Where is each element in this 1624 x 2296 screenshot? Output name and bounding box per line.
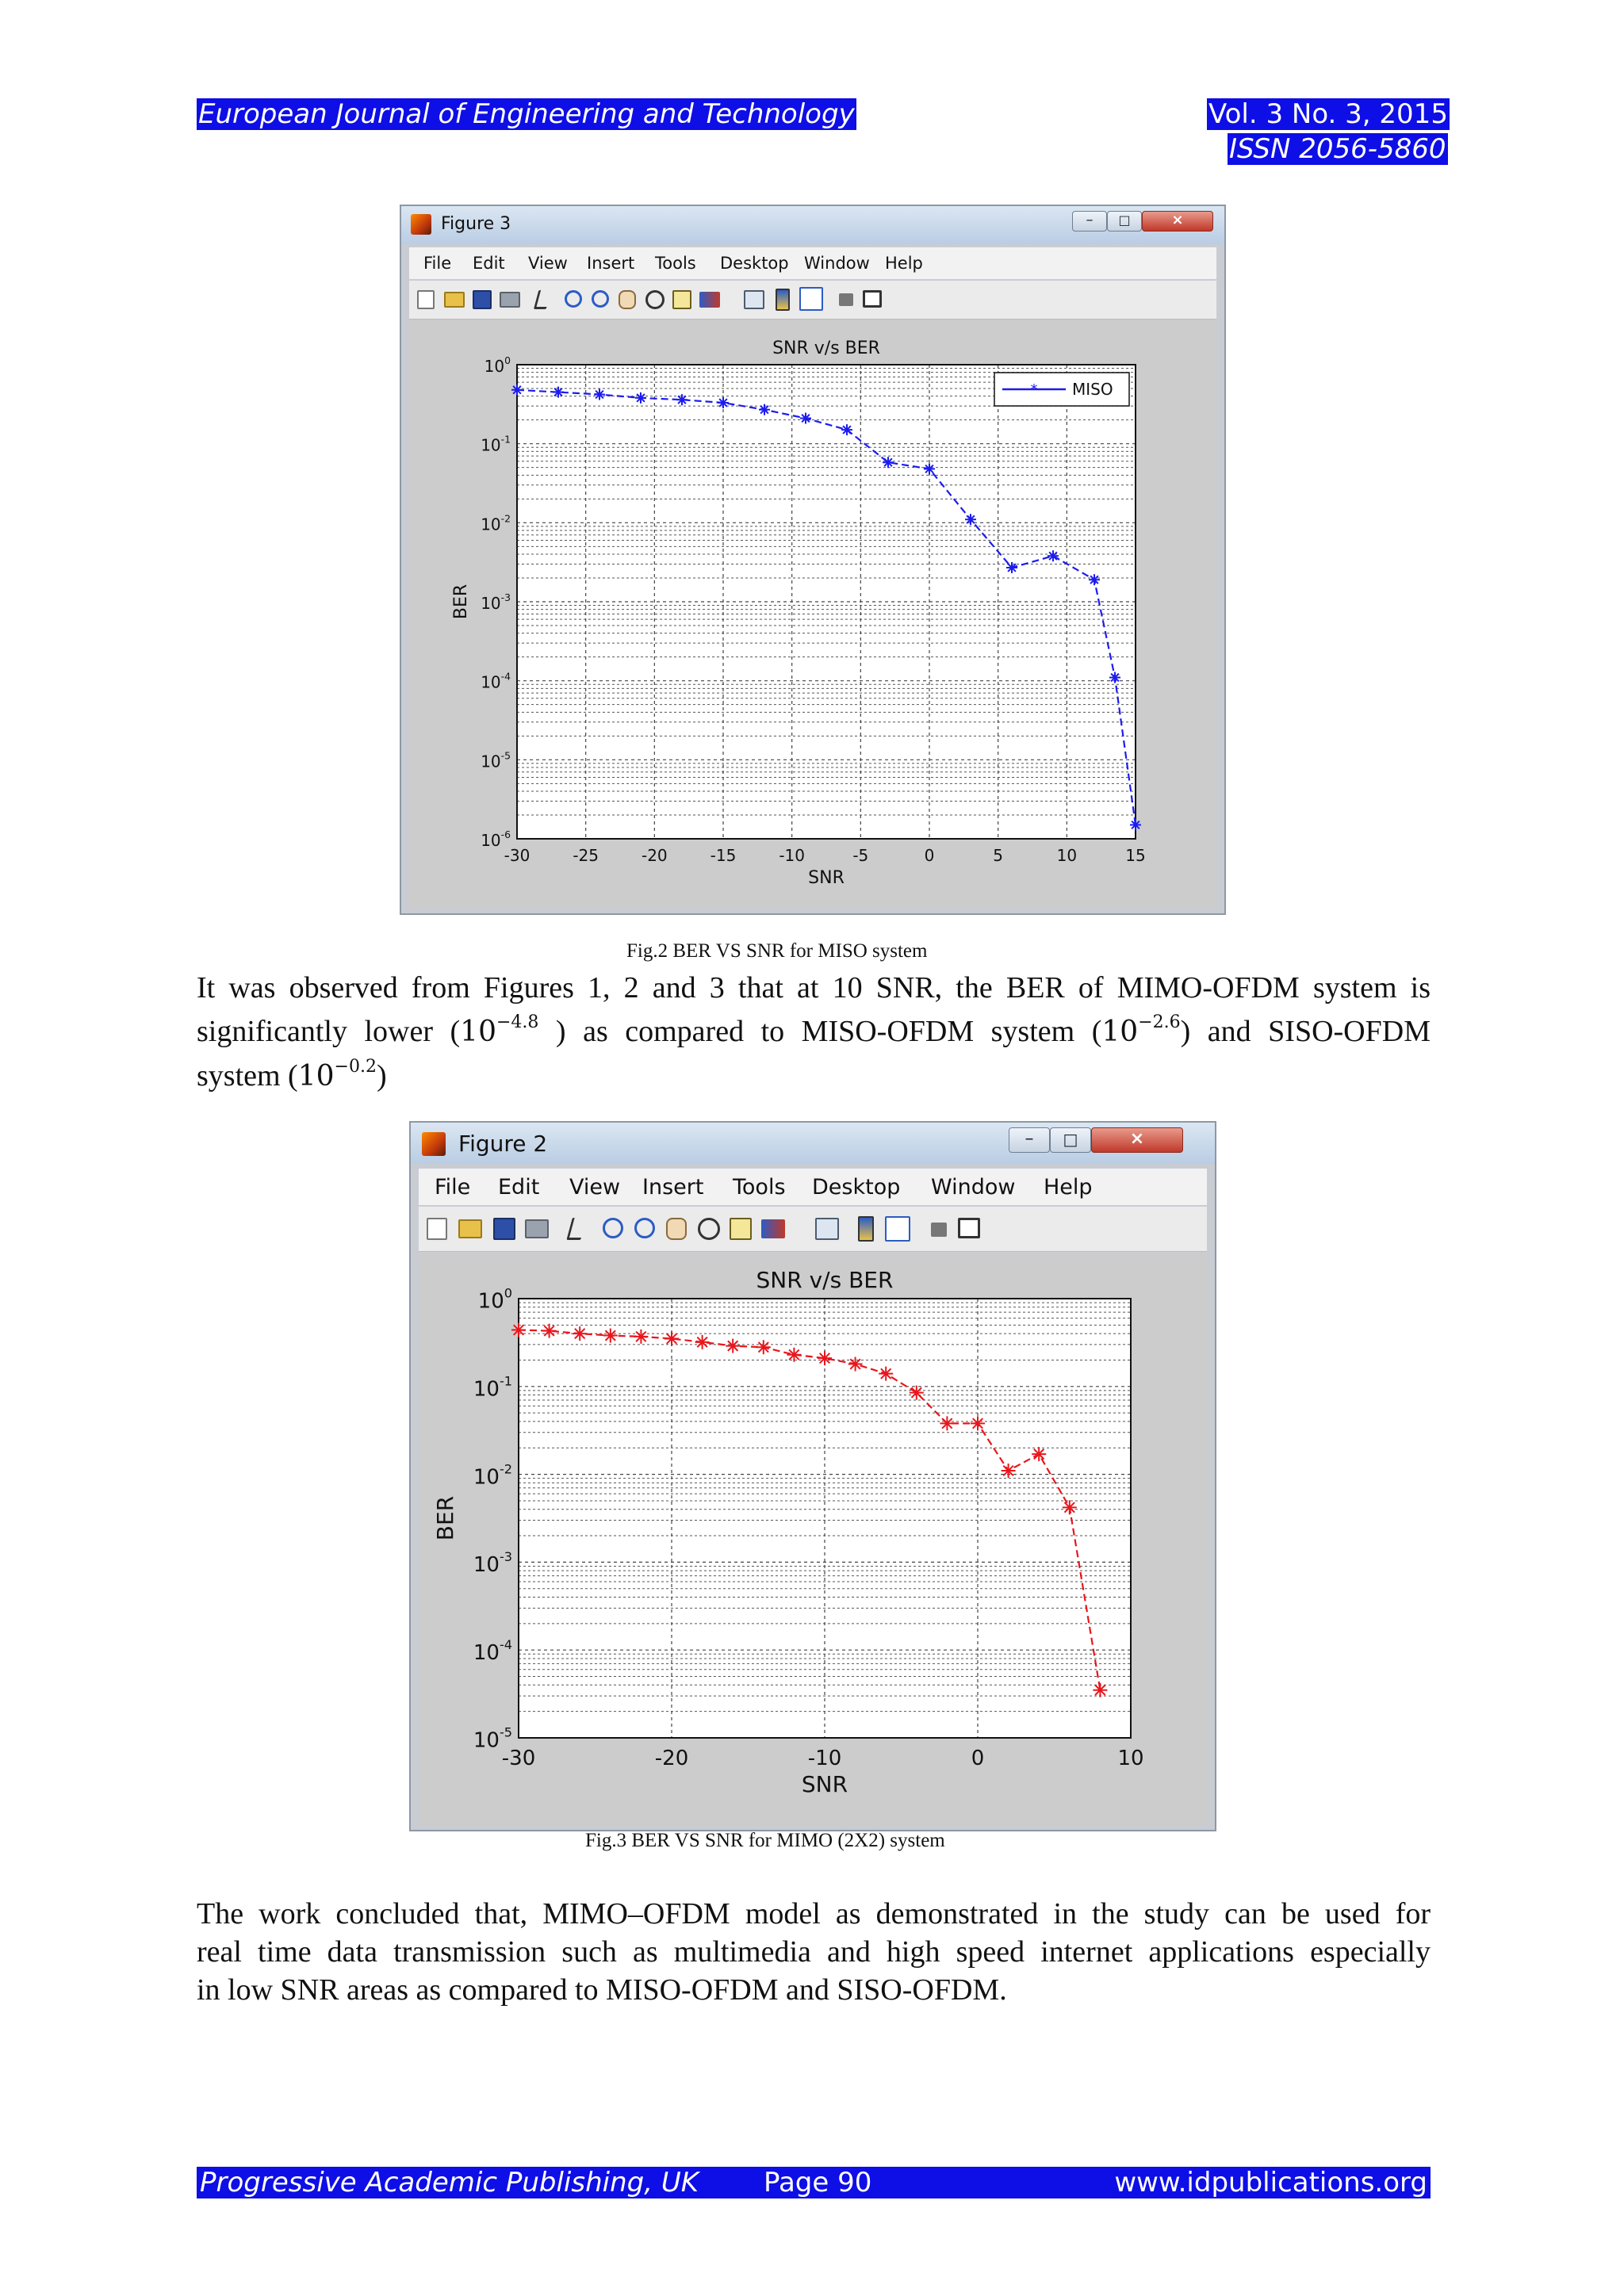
y-tick-label: $10^{-6}$ <box>481 828 511 850</box>
y-tick-label: $10^{-3}$ <box>481 591 511 613</box>
maximize-button[interactable]: □ <box>1107 211 1142 232</box>
new-figure-icon[interactable] <box>427 1218 447 1240</box>
x-tick-label: 5 <box>993 846 1004 865</box>
y-tick-label: $10^0$ <box>484 354 511 376</box>
paragraph-conclusion <box>197 1895 1431 2009</box>
y-tick-label: $10^{-1}$ <box>481 433 511 455</box>
data-cursor-icon[interactable] <box>730 1218 752 1240</box>
x-axis-label: SNR <box>808 868 845 888</box>
footer-website[interactable]: www.idpublications.org <box>1114 2167 1427 2198</box>
save-icon[interactable] <box>473 290 492 309</box>
menu-help[interactable]: Help <box>1044 1175 1093 1200</box>
y-tick-label: $10^{-4}$ <box>473 1636 512 1665</box>
figure-toolbar <box>419 1207 1207 1252</box>
new-figure-icon[interactable] <box>417 290 435 309</box>
maximize-button[interactable]: □ <box>1050 1127 1091 1153</box>
zoom-out-icon[interactable] <box>634 1218 655 1238</box>
legend-icon[interactable] <box>885 1216 910 1242</box>
menu-window[interactable]: Window <box>804 254 870 273</box>
brush-icon[interactable] <box>761 1219 785 1238</box>
open-file-icon[interactable] <box>444 292 465 308</box>
y-tick-label: $10^{-2}$ <box>473 1461 512 1490</box>
colorbar-icon[interactable] <box>858 1216 874 1242</box>
print-icon[interactable] <box>525 1219 549 1238</box>
para1-line1: It was observed from Figures 1, 2 and 3 that at 10 SNR, the BER of MIMO-OFDM system is <box>197 971 1431 1004</box>
close-button[interactable]: × <box>1142 211 1213 232</box>
legend-label: MISO <box>1072 380 1113 399</box>
menu-bar <box>409 247 1216 280</box>
pan-icon[interactable] <box>619 290 636 309</box>
minimize-button[interactable]: – <box>1072 211 1107 232</box>
plot-area <box>409 320 1216 909</box>
para1-line3: system $(10^{-0.2})$ <box>197 1057 387 1093</box>
para2-line2: real time data transmission such as multimedia and high speed internet applications especially <box>197 1935 1431 1969</box>
x-tick-label: -15 <box>710 846 737 865</box>
menu-window[interactable]: Window <box>931 1175 1016 1200</box>
link-plot-icon[interactable] <box>744 290 764 309</box>
data-cursor-icon[interactable] <box>672 290 691 309</box>
window-title: Figure 2 <box>458 1131 548 1157</box>
para2-line3: in low SNR areas as compared to MISO-OFDM and SISO-OFDM. <box>197 1973 1007 2007</box>
menu-desktop[interactable]: Desktop <box>720 254 789 273</box>
x-tick-label: -20 <box>654 1747 689 1770</box>
figure-caption-miso: Fig.2 BER VS SNR for MISO system <box>626 940 928 962</box>
y-axis-label: BER <box>451 584 471 620</box>
y-tick-label: $10^{-4}$ <box>481 670 511 692</box>
journal-name: European Journal of Engineering and Technology <box>198 98 855 130</box>
rotate-icon[interactable] <box>645 290 665 309</box>
open-file-icon[interactable] <box>458 1219 482 1238</box>
menu-insert[interactable]: Insert <box>642 1175 704 1200</box>
para2-line1: The work concluded that, MIMO–OFDM model as demonstrated in the study can be used for <box>197 1897 1431 1931</box>
plot-area <box>419 1253 1207 1825</box>
x-tick-label: 10 <box>1056 846 1078 865</box>
window-titlebar <box>401 206 1224 244</box>
figure-window-miso <box>400 205 1226 915</box>
y-axis-label: BER <box>431 1495 458 1541</box>
y-tick-label: $10^{-5}$ <box>481 749 511 771</box>
x-tick-label: -30 <box>501 1747 536 1770</box>
hide-plot-tools-icon[interactable] <box>931 1223 947 1237</box>
menu-edit[interactable]: Edit <box>498 1175 540 1200</box>
paragraph-observation <box>197 969 1431 1096</box>
menu-edit[interactable]: Edit <box>473 254 505 273</box>
chart-title: SNR v/s BER <box>756 1267 894 1293</box>
footer-page-number: Page 90 <box>764 2167 872 2198</box>
x-tick-label: 10 <box>1117 1747 1144 1770</box>
pointer-icon[interactable] <box>534 290 551 309</box>
legend-icon[interactable] <box>799 287 823 311</box>
brush-icon[interactable] <box>699 292 720 308</box>
menu-desktop[interactable]: Desktop <box>812 1175 901 1200</box>
legend-marker: * <box>1030 381 1038 398</box>
x-tick-label: 0 <box>971 1747 985 1770</box>
x-tick-label: -5 <box>852 846 869 865</box>
figure-toolbar <box>409 281 1216 320</box>
menu-tools[interactable]: Tools <box>655 254 696 273</box>
chart-title: SNR v/s BER <box>772 339 880 358</box>
y-tick-label: $10^0$ <box>477 1285 512 1314</box>
show-plot-tools-icon[interactable] <box>863 290 882 308</box>
para1-line2: significantly lower ($10^{-4.8}$ ) as compared to MISO-OFDM system $(10^{-2.6})$ and SISO-OFDM <box>197 1012 1431 1048</box>
window-titlebar <box>411 1123 1215 1164</box>
pan-icon[interactable] <box>666 1218 687 1240</box>
menu-view[interactable]: View <box>528 254 568 273</box>
volume-info: Vol. 3 No. 3, 2015 <box>1208 98 1448 130</box>
hide-plot-tools-icon[interactable] <box>839 293 853 306</box>
show-plot-tools-icon[interactable] <box>958 1218 980 1238</box>
minimize-button[interactable]: – <box>1009 1127 1050 1153</box>
x-tick-label: -20 <box>641 846 668 865</box>
matlab-logo-icon <box>422 1132 446 1156</box>
x-tick-label: -10 <box>807 1747 842 1770</box>
x-axis-label: SNR <box>801 1771 848 1797</box>
pointer-icon[interactable] <box>566 1218 587 1240</box>
window-title: Figure 3 <box>441 214 511 234</box>
zoom-in-icon[interactable] <box>565 290 582 308</box>
mimo-ber-chart <box>419 1253 1207 1825</box>
matlab-logo-icon <box>411 214 431 235</box>
y-tick-label: $10^{-5}$ <box>473 1724 512 1753</box>
figure-window-mimo <box>409 1121 1216 1831</box>
y-tick-label: $10^{-1}$ <box>473 1373 512 1402</box>
print-icon[interactable] <box>500 292 520 308</box>
menu-insert[interactable]: Insert <box>587 254 635 273</box>
zoom-in-icon[interactable] <box>603 1218 623 1238</box>
y-tick-label: $10^{-2}$ <box>481 512 511 534</box>
colorbar-icon[interactable] <box>776 289 790 311</box>
menu-file[interactable]: File <box>423 254 452 273</box>
miso-ber-chart <box>409 320 1216 909</box>
save-icon[interactable] <box>493 1218 515 1240</box>
x-tick-label: -30 <box>504 846 530 865</box>
x-tick-label: -25 <box>573 846 599 865</box>
zoom-out-icon[interactable] <box>592 290 609 308</box>
link-plot-icon[interactable] <box>815 1218 839 1240</box>
x-tick-label: 0 <box>924 846 935 865</box>
menu-bar <box>419 1169 1207 1206</box>
figure-caption-mimo: Fig.3 BER VS SNR for MIMO (2X2) system <box>585 1830 945 1851</box>
issn: ISSN 2056-5860 <box>1229 133 1446 165</box>
menu-tools[interactable]: Tools <box>733 1175 786 1200</box>
x-tick-label: 15 <box>1125 846 1146 865</box>
menu-help[interactable]: Help <box>885 254 923 273</box>
menu-file[interactable]: File <box>435 1175 471 1200</box>
rotate-icon[interactable] <box>698 1218 720 1240</box>
footer-publisher: Progressive Academic Publishing, UK <box>200 2167 699 2198</box>
footer-bar <box>197 2167 1431 2198</box>
y-tick-label: $10^{-3}$ <box>473 1549 512 1578</box>
close-button[interactable]: × <box>1091 1127 1183 1153</box>
menu-view[interactable]: View <box>569 1175 621 1200</box>
x-tick-label: -10 <box>779 846 806 865</box>
